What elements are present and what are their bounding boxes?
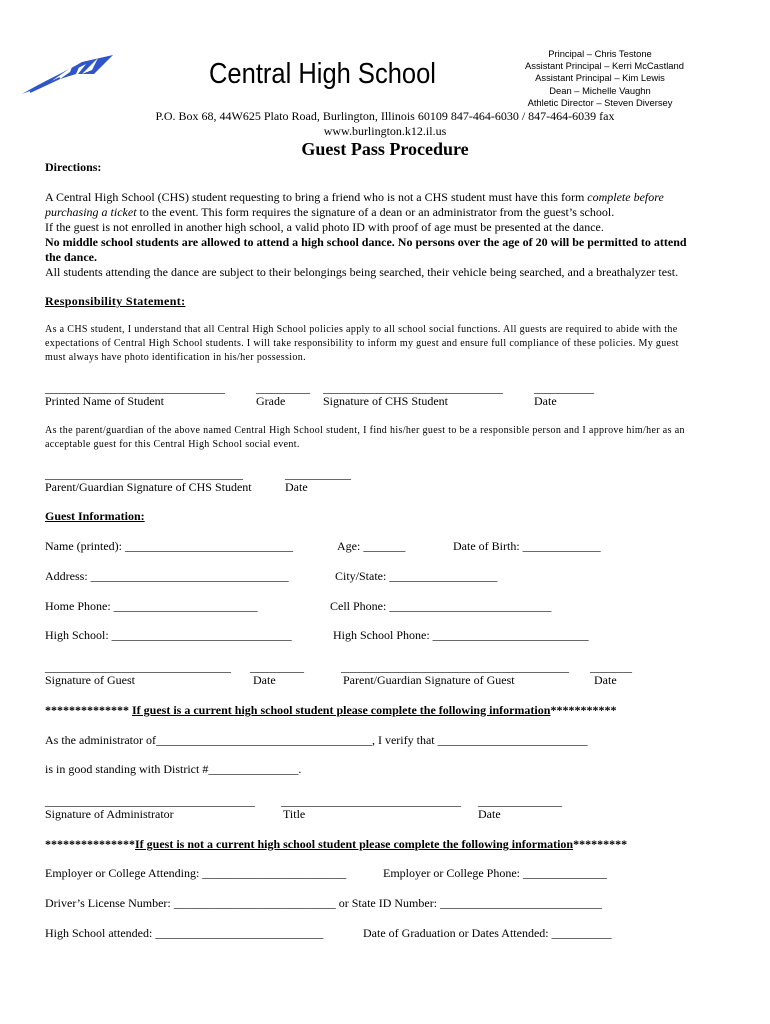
graduation-date-field[interactable]: Date of Graduation or Dates Attended: __________	[363, 926, 612, 940]
guest-parent-date-label: Date	[594, 673, 617, 687]
guest-parent-date-blank[interactable]: _______	[590, 660, 632, 674]
parent-date-blank[interactable]: ___________	[285, 467, 351, 481]
parent-signature-label: Parent/Guardian Signature of CHS Student	[45, 480, 252, 494]
guest-cell-phone-field[interactable]: Cell Phone: ___________________________	[330, 599, 552, 613]
directions-emphasis: complete before	[587, 190, 664, 204]
guest-high-school-field[interactable]: High School: ______________________________	[45, 628, 292, 642]
guest-address-field[interactable]: Address: _________________________________	[45, 569, 289, 583]
hs-attended-field[interactable]: High School attended: ____________________________	[45, 926, 324, 940]
responsibility-line-3: must always have photo identification in his/her possession.	[45, 352, 306, 363]
employer-field[interactable]: Employer or College Attending: ________________________	[45, 866, 347, 880]
responsibility-heading: Responsibility Statement:	[45, 294, 186, 308]
admin-date-blank[interactable]: ______________	[478, 794, 562, 808]
stars-before: **************	[45, 703, 132, 717]
school-address: P.O. Box 68, 44W625 Plato Road, Burlington, Illinois 60109 847-464-6030 / 847-464-6039 fax	[155, 109, 615, 123]
directions-emphasis: purchasing a ticket	[45, 205, 137, 219]
directions-paragraph-4: All students attending the dance are subject to their belongings being searched, their vehicle being searched, and a breathalyzer test.	[45, 265, 679, 279]
staff-assistant-principal-2: Assistant Principal – Kim Lewis	[535, 72, 665, 84]
admin-date-label: Date	[478, 807, 501, 821]
guest-name-field[interactable]: Name (printed): ____________________________	[45, 539, 293, 553]
parent-date-label: Date	[285, 480, 308, 494]
admin-title-label: Title	[283, 807, 306, 821]
guest-age-field[interactable]: Age: _______	[337, 539, 406, 553]
directions-paragraph-1-cont	[45, 205, 614, 220]
student-date-label: Date	[534, 394, 557, 408]
directions-paragraph-3: No middle school students are allowed to attend a high school dance. No persons over the age of 20 will be permitted to attend	[45, 235, 687, 249]
directions-paragraph-3-cont: the dance.	[45, 250, 97, 264]
administrator-verify-field[interactable]: As the administrator of____________________________________, I verify that _________________________	[45, 733, 588, 747]
stars-after: ***********	[550, 703, 617, 717]
student-signature-blank[interactable]: ______________________________	[323, 381, 503, 395]
guest-date-label: Date	[253, 673, 276, 687]
school-name: Central High School	[209, 58, 436, 90]
responsibility-line-1: As a CHS student, I understand that all Central High School policies apply to all school social functions. All guests are required to abide with the	[45, 324, 678, 335]
stars-before: ***************	[45, 837, 135, 851]
grade-blank[interactable]: _________	[256, 381, 310, 395]
current-student-heading-row	[45, 703, 616, 718]
admin-signature-blank[interactable]: ___________________________________	[45, 794, 255, 808]
not-student-heading: If guest is not a current high school student please complete the following information	[135, 837, 574, 851]
guest-dob-field[interactable]: Date of Birth: _____________	[453, 539, 601, 553]
parent-statement-line-2: acceptable guest for this Central High School social event.	[45, 439, 300, 450]
directions-text: to the event. This form requires the signature of a dean or an administrator from the guest’s school.	[136, 205, 615, 219]
student-name-label: Printed Name of Student	[45, 394, 164, 408]
staff-principal: Principal – Chris Testone	[548, 48, 652, 59]
parent-signature-blank[interactable]: _________________________________	[45, 467, 243, 481]
responsibility-line-2: expectations of Central High School students. I will take responsibility to inform my guest and ensure full compliance of these policies. My guest	[45, 338, 679, 349]
staff-dean: Dean – Michelle Vaughn	[549, 84, 651, 96]
directions-heading: Directions:	[45, 160, 102, 174]
page-title: Guest Pass Procedure	[301, 139, 469, 159]
staff-athletic-director: Athletic Director – Steven Diversey	[527, 96, 673, 108]
employer-phone-field[interactable]: Employer or College Phone: ______________	[383, 866, 607, 880]
guest-parent-signature-label: Parent/Guardian Signature of Guest	[343, 673, 515, 687]
directions-paragraph-2: If the guest is not enrolled in another high school, a valid photo ID with proof of age must be presented at the dance.	[45, 220, 604, 234]
admin-title-blank[interactable]: ______________________________	[281, 794, 461, 808]
guest-date-blank[interactable]: _________	[250, 660, 304, 674]
guest-city-field[interactable]: City/State: __________________	[335, 569, 498, 583]
school-website: www.burlington.k12.il.us	[323, 124, 447, 138]
guest-signature-blank[interactable]: _______________________________	[45, 660, 231, 674]
staff-list	[525, 48, 684, 109]
parent-statement-line-1: As the parent/guardian of the above named Central High School student, I find his/her guest to be a responsible person and I approve him/her as an	[45, 425, 685, 436]
student-date-blank[interactable]: __________	[534, 381, 594, 395]
grade-label: Grade	[256, 394, 286, 408]
not-student-heading-row	[45, 837, 627, 852]
current-student-heading: If guest is a current high school student please complete the following information	[132, 703, 551, 717]
guest-info-heading: Guest Information:	[45, 509, 145, 523]
guest-hs-phone-field[interactable]: High School Phone: __________________________	[333, 628, 589, 642]
guest-signature-label: Signature of Guest	[45, 673, 135, 687]
directions-text: A Central High School (CHS) student requesting to bring a friend who is not a CHS student must have this form	[45, 190, 588, 204]
license-field[interactable]: Driver’s License Number: ___________________________ or State ID Number: ___________________________	[45, 896, 603, 910]
staff-assistant-principal-1: Assistant Principal – Kerri McCastland	[525, 60, 684, 72]
student-signature-label: Signature of CHS Student	[323, 394, 448, 408]
stars-after: *********	[573, 837, 628, 851]
guest-home-phone-field[interactable]: Home Phone: ________________________	[45, 599, 258, 613]
district-field[interactable]: is in good standing with District #_______________.	[45, 762, 302, 776]
admin-signature-label: Signature of Administrator	[45, 807, 174, 821]
directions-paragraph-1	[45, 190, 664, 205]
guest-parent-signature-blank[interactable]: ______________________________________	[341, 660, 569, 674]
student-name-blank[interactable]: ______________________________	[45, 381, 225, 395]
school-logo	[20, 52, 116, 98]
